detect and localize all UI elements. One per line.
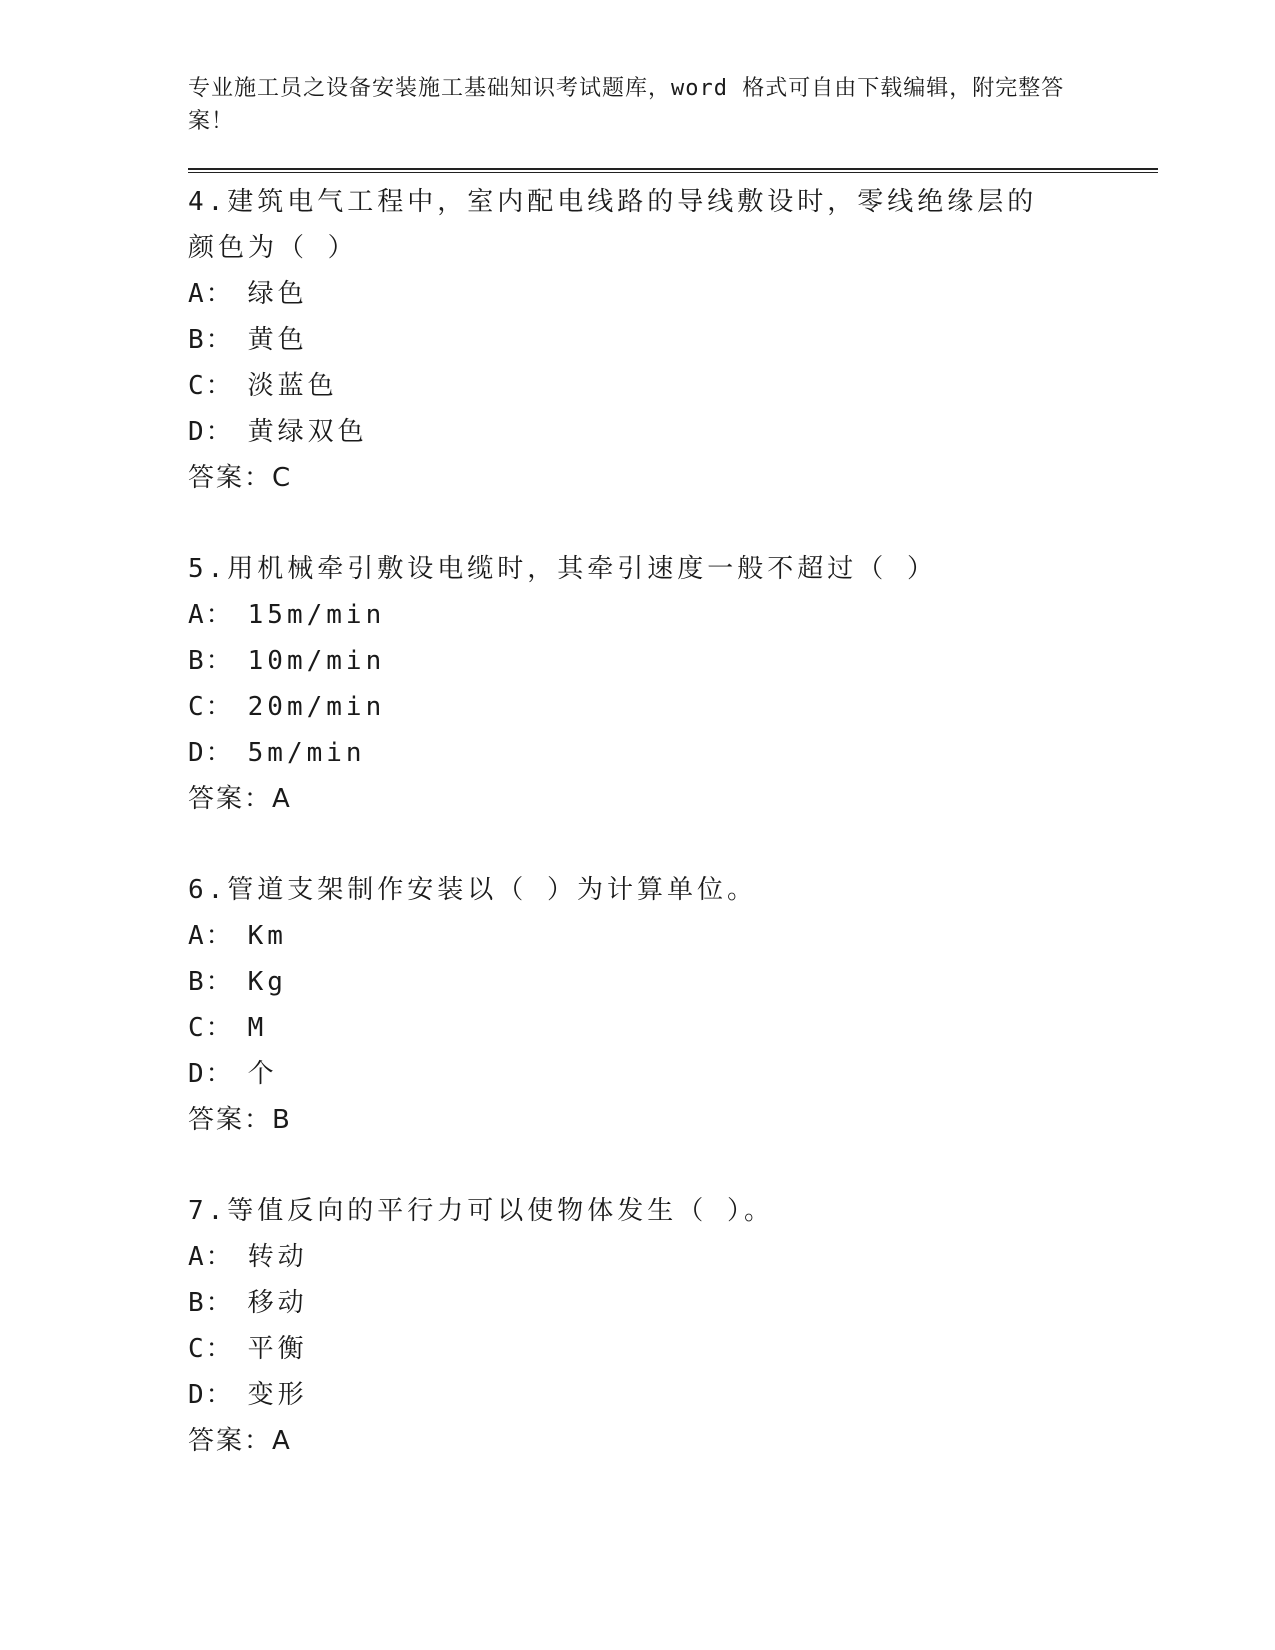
option-text: 转动	[247, 1242, 308, 1272]
option-text: Km	[247, 921, 287, 951]
option-letter: C：	[188, 371, 234, 401]
option-letter: D：	[188, 738, 234, 768]
option-d	[188, 730, 1158, 776]
option-text: 5m/min	[247, 738, 366, 768]
question-text: 6.管道支架制作安装以（ ）为计算单位。	[188, 875, 757, 905]
question-text: 7.等值反向的平行力可以使物体发生（ ）。	[188, 1196, 774, 1226]
option-text: 绿色	[247, 279, 308, 309]
option-letter: B：	[188, 646, 234, 676]
option-text: 黄绿双色	[247, 417, 368, 447]
option-c	[188, 1326, 1158, 1372]
option-d	[188, 409, 1158, 455]
option-c	[188, 1005, 1158, 1051]
option-c	[188, 684, 1158, 730]
question-item	[188, 179, 1158, 501]
question-text: 4.建筑电气工程中，室内配电线路的导线敷设时，零线绝缘层的颜色为（ ）	[188, 187, 1038, 263]
option-letter: D：	[188, 1380, 234, 1410]
header-divider	[188, 168, 1158, 173]
option-list	[188, 913, 1158, 1097]
option-a	[188, 271, 1158, 317]
question-list	[188, 179, 1158, 1464]
option-letter: A：	[188, 1242, 234, 1272]
option-letter: D：	[188, 417, 234, 447]
question-item	[188, 546, 1158, 822]
question-text: 5.用机械牵引敷设电缆时，其牵引速度一般不超过（ ）	[188, 554, 937, 584]
option-text: 20m/min	[247, 692, 386, 722]
answer-line: 答案：B	[188, 1105, 292, 1135]
option-d	[188, 1372, 1158, 1418]
option-text: M	[247, 1013, 268, 1043]
option-text: 淡蓝色	[247, 371, 338, 401]
option-b	[188, 959, 1158, 1005]
option-text: 个	[247, 1059, 278, 1089]
option-b	[188, 1280, 1158, 1326]
option-letter: C：	[188, 1013, 234, 1043]
option-letter: B：	[188, 1288, 234, 1318]
question-item	[188, 867, 1158, 1143]
answer-line: 答案：A	[188, 1426, 292, 1456]
option-letter: A：	[188, 600, 234, 630]
option-text: 变形	[247, 1380, 308, 1410]
option-letter: D：	[188, 1059, 234, 1089]
option-a	[188, 913, 1158, 959]
document-page	[188, 72, 1158, 1509]
answer-line: 答案：C	[188, 463, 293, 493]
option-text: 10m/min	[247, 646, 386, 676]
option-list	[188, 1234, 1158, 1418]
option-text: Kg	[247, 967, 287, 997]
option-a	[188, 592, 1158, 638]
option-letter: A：	[188, 921, 234, 951]
option-letter: C：	[188, 1334, 234, 1364]
option-list	[188, 271, 1158, 455]
answer-line: 答案：A	[188, 784, 292, 814]
option-letter: B：	[188, 967, 234, 997]
option-letter: B：	[188, 325, 234, 355]
option-text: 15m/min	[247, 600, 386, 630]
option-text: 平衡	[247, 1334, 308, 1364]
question-item	[188, 1188, 1158, 1464]
option-text: 移动	[247, 1288, 308, 1318]
option-c	[188, 363, 1158, 409]
option-letter: C：	[188, 692, 234, 722]
option-text: 黄色	[247, 325, 308, 355]
option-list	[188, 592, 1158, 776]
document-header: 专业施工员之设备安装施工基础知识考试题库，word 格式可自由下载编辑，附完整答案！	[188, 76, 1065, 134]
option-d	[188, 1051, 1158, 1097]
option-a	[188, 1234, 1158, 1280]
option-b	[188, 317, 1158, 363]
option-letter: A：	[188, 279, 234, 309]
option-b	[188, 638, 1158, 684]
